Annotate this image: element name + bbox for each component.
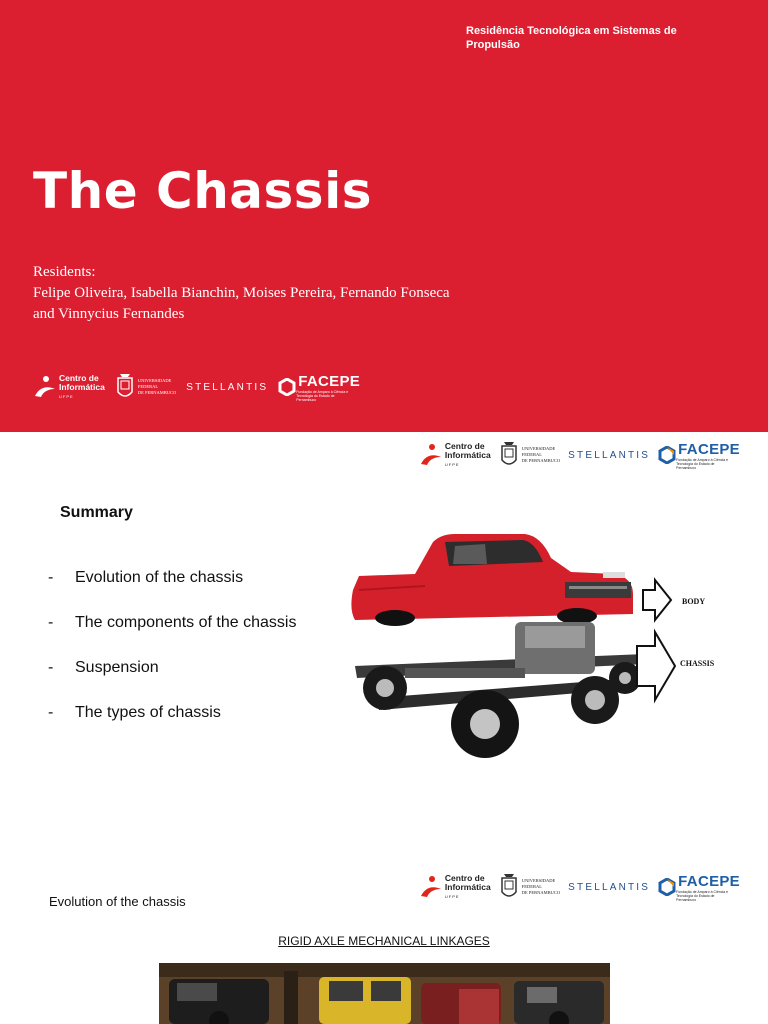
cover-slide bbox=[0, 0, 768, 432]
ufpe-line1: UNIVERSIDADE bbox=[521, 446, 556, 451]
partner-logos-cover bbox=[34, 370, 360, 404]
ufpe-crest-icon bbox=[115, 372, 135, 402]
cin-sub: UFPE bbox=[444, 461, 460, 467]
cin-logo bbox=[420, 874, 491, 901]
facepe-name: FACEPE bbox=[298, 372, 361, 390]
chassis-illustration bbox=[355, 622, 645, 758]
cin-logo bbox=[420, 442, 491, 469]
residents-names: Felipe Oliveira, Isabella Bianchin, Moises Pereira, Fernando Fonseca and Vinnycius Fernandes bbox=[33, 285, 450, 322]
body-arrow-icon bbox=[643, 580, 671, 620]
cin-line1: Centro de bbox=[444, 440, 485, 451]
cin-mark-icon bbox=[34, 374, 56, 400]
ufpe-line2: FEDERAL bbox=[137, 384, 159, 389]
cin-line2: Informática bbox=[444, 449, 491, 460]
facepe-sub: Fundação de Amparo à Ciência e Tecnologia do Estado de Pernambuco bbox=[676, 457, 729, 470]
ufpe-line2: FEDERAL bbox=[521, 884, 542, 889]
cin-logo bbox=[34, 374, 105, 401]
residents-label: Residents: bbox=[33, 264, 96, 280]
cover-title: The Chassis bbox=[33, 162, 372, 220]
chassis-arrow-icon bbox=[637, 632, 675, 700]
cin-line2: Informática bbox=[59, 381, 105, 392]
evolution-title: Evolution of the chassis bbox=[49, 894, 186, 909]
body-label: BODY bbox=[682, 597, 706, 606]
list-item-text: The types of chassis bbox=[75, 704, 221, 721]
facepe-mark-icon bbox=[278, 378, 296, 396]
body-chassis-figure bbox=[345, 528, 720, 768]
partner-logos-summary bbox=[420, 438, 740, 472]
facepe-name: FACEPE bbox=[678, 872, 740, 890]
ufpe-line3: DE PERNAMBUCO bbox=[521, 458, 561, 463]
ufpe-crest-icon bbox=[499, 872, 519, 902]
ufpe-logo bbox=[115, 372, 176, 402]
facepe-sub: Fundação de Amparo à Ciência e Tecnologia do Estado de Pernambuco bbox=[676, 889, 729, 902]
ufpe-line1: UNIVERSIDADE bbox=[137, 378, 172, 383]
facepe-name: FACEPE bbox=[678, 440, 740, 458]
cin-line1: Centro de bbox=[444, 872, 485, 883]
chassis-label: CHASSIS bbox=[680, 659, 715, 668]
list-item: - Evolution of the chassis bbox=[48, 566, 308, 589]
stellantis-logo: STELLANTIS bbox=[568, 449, 651, 461]
vintage-cars-photo bbox=[159, 963, 610, 1024]
ufpe-line1: UNIVERSIDADE bbox=[521, 878, 556, 883]
ufpe-logo bbox=[499, 872, 560, 902]
cin-sub: UFPE bbox=[59, 393, 74, 399]
list-item: - Suspension bbox=[48, 656, 308, 679]
residents-block bbox=[33, 262, 473, 325]
program-name: Residência Tecnológica em Sistemas de Propulsão bbox=[466, 25, 677, 51]
ufpe-line3: DE PERNAMBUCO bbox=[521, 890, 561, 895]
cin-mark-icon bbox=[420, 442, 442, 468]
ufpe-crest-icon bbox=[499, 440, 519, 470]
rigid-axle-heading: RIGID AXLE MECHANICAL LINKAGES bbox=[278, 934, 490, 948]
summary-slide bbox=[0, 432, 768, 864]
ufpe-logo bbox=[499, 440, 560, 470]
cin-line2: Informática bbox=[444, 881, 491, 892]
cin-line1: Centro de bbox=[59, 372, 99, 383]
list-item-text: Suspension bbox=[75, 659, 159, 676]
facepe-logo bbox=[658, 441, 740, 470]
stellantis-logo: STELLANTIS bbox=[186, 381, 269, 393]
facepe-logo bbox=[658, 873, 740, 902]
facepe-mark-icon bbox=[658, 446, 676, 464]
cin-sub: UFPE bbox=[444, 893, 460, 899]
evolution-slide bbox=[0, 864, 768, 1024]
list-item: - The types of chassis bbox=[48, 701, 308, 724]
stellantis-logo: STELLANTIS bbox=[568, 881, 651, 893]
list-item: - The components of the chassis bbox=[48, 611, 308, 634]
ufpe-line2: FEDERAL bbox=[521, 452, 542, 457]
cin-mark-icon bbox=[420, 874, 442, 900]
facepe-mark-icon bbox=[658, 878, 676, 896]
facepe-sub: Fundação de Amparo à Ciência e Tecnologia do Estado de Pernambuco bbox=[296, 389, 349, 402]
truck-body-illustration bbox=[351, 534, 633, 626]
list-item-text: The components of the chassis bbox=[75, 614, 297, 631]
summary-title: Summary bbox=[60, 504, 133, 521]
partner-logos-evolution bbox=[420, 870, 740, 904]
ufpe-line3: DE PERNAMBUCO bbox=[137, 390, 177, 395]
list-item-text: Evolution of the chassis bbox=[75, 569, 244, 586]
facepe-logo bbox=[278, 373, 360, 402]
summary-list bbox=[48, 566, 308, 746]
